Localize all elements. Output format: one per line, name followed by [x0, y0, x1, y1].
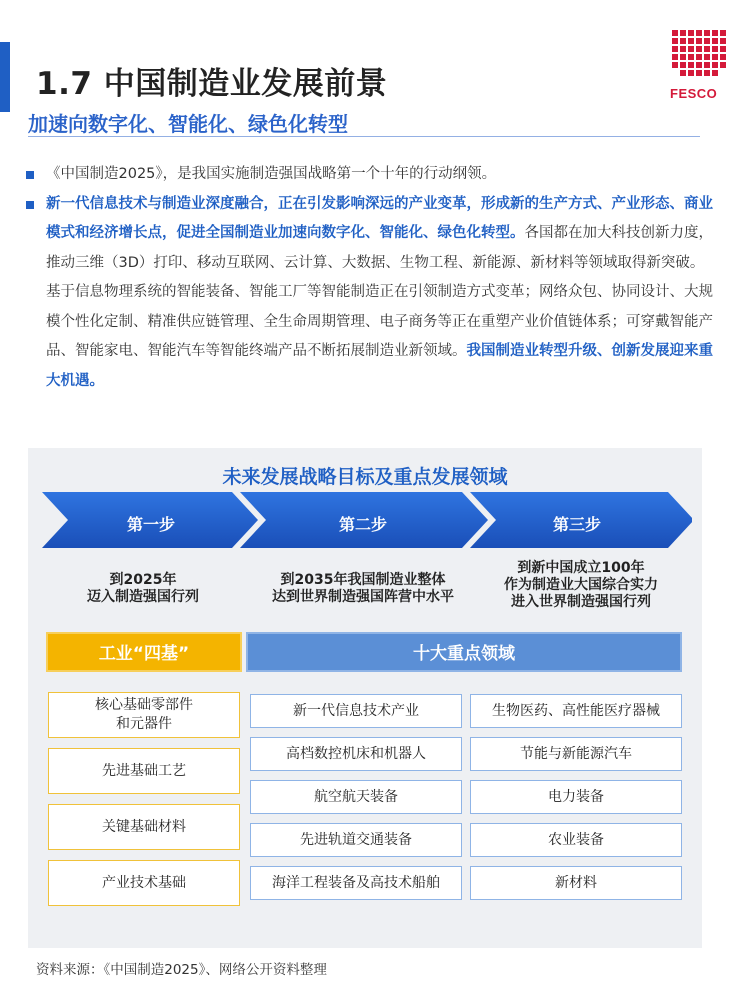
step-3-desc — [476, 560, 686, 611]
page-subtitle: 加速向数字化、智能化、绿色化转型 — [28, 112, 348, 136]
logo-dot — [688, 38, 694, 44]
step-3-desc-line: 到新中国成立100年 — [517, 560, 645, 576]
logo-dot — [696, 62, 702, 68]
logo-dot — [712, 70, 718, 76]
step-1-desc-line: 到2025年 — [109, 572, 177, 588]
logo-dot — [720, 38, 726, 44]
logo-dot — [704, 70, 710, 76]
logo-dot — [680, 38, 686, 44]
logo-dot — [672, 30, 678, 36]
step-2-label: 第二步 — [338, 515, 387, 534]
logo-dot — [672, 38, 678, 44]
bullet-list — [26, 160, 716, 396]
logo-dot — [720, 30, 726, 36]
logo-dot — [720, 54, 726, 60]
logo-dot — [720, 62, 726, 68]
fesco-logo — [672, 30, 728, 80]
logo-dot — [712, 54, 718, 60]
logo-dot — [688, 62, 694, 68]
logo-dot — [720, 46, 726, 52]
bullet-square-icon — [26, 201, 34, 209]
logo-dot — [696, 38, 702, 44]
strategy-panel — [28, 448, 702, 948]
four-bases-item: 核心基础零部件 和元器件 — [48, 692, 240, 738]
ten-fields-item: 节能与新能源汽车 — [470, 737, 682, 771]
ten-fields-item: 航空航天装备 — [250, 780, 462, 814]
step-1-label: 第一步 — [126, 515, 175, 534]
step-1-desc — [48, 572, 238, 606]
step-3-desc-line: 作为制造业大国综合实力 — [504, 577, 658, 593]
ten-fields-item: 高档数控机床和机器人 — [250, 737, 462, 771]
bullet-paragraph — [26, 190, 716, 397]
ten-fields-item: 先进轨道交通装备 — [250, 823, 462, 857]
bullet-square-icon — [26, 171, 34, 179]
logo-dot — [688, 70, 694, 76]
panel-title: 未来发展战略目标及重点发展领域 — [222, 466, 508, 488]
logo-dot — [696, 70, 702, 76]
page-title: 1.7 中国制造业发展前景 — [36, 66, 388, 102]
body-text: 各国都在加大科技创新力度，推动三维（3D）打印、移动互联网、云计算、大数据、生物工程、新能源、新材料等领域取得新突破。基于信息物理系统的智能装备、智能工厂等智能制造正在引领制造方式变革；网络众包、协同设计、大规模个性化定制、精准供应链管理、全生命周期管理、电子商务等正在重塑产业价值链体系；可穿戴智能产品、智能家电、智能汽车等智能终端产品不断拓展制造业新领域。 — [46, 225, 713, 359]
four-bases-item: 产业技术基础 — [48, 860, 240, 906]
step-1-desc-line: 迈入制造强国行列 — [87, 589, 199, 605]
highlight-text: 新一代信息技术与制造业深度融合，正在引发影响深远的产业变革，形成新的生产方式、产业形态、商业模式和经济增长点，促进全国制造业加速向数字化、智能化、绿色化转型。 — [46, 195, 713, 241]
ten-fields-header: 十大重点领域 — [246, 632, 682, 672]
ten-fields-item: 海洋工程装备及高技术船舶 — [250, 866, 462, 900]
logo-dot-grid-icon — [672, 30, 728, 80]
four-bases-item: 先进基础工艺 — [48, 748, 240, 794]
logo-dot — [704, 62, 710, 68]
logo-dot — [688, 54, 694, 60]
logo-dot — [680, 30, 686, 36]
logo-dot — [680, 70, 686, 76]
logo-dot — [704, 38, 710, 44]
logo-dot — [680, 46, 686, 52]
logo-dot — [704, 54, 710, 60]
step-2-desc-line: 达到世界制造强国阵营中水平 — [272, 589, 454, 605]
step-2-desc-line: 到2035年我国制造业整体 — [280, 572, 446, 588]
logo-dot — [672, 62, 678, 68]
logo-dot — [712, 30, 718, 36]
four-bases-header: 工业“四基” — [46, 632, 242, 672]
step-3-desc-line: 进入世界制造强国行列 — [511, 594, 651, 610]
logo-dot — [696, 30, 702, 36]
highlight-text: 我国制造业转型升级、创新发展迎来重大机遇。 — [46, 343, 713, 389]
logo-dot — [696, 46, 702, 52]
logo-dot — [688, 30, 694, 36]
logo-dot — [704, 46, 710, 52]
logo-dot — [696, 54, 702, 60]
ten-fields-item: 电力装备 — [470, 780, 682, 814]
logo-dot — [672, 54, 678, 60]
ten-fields-item: 生物医药、高性能医疗器械 — [470, 694, 682, 728]
logo-dot — [712, 62, 718, 68]
source-note: 资料来源：《中国制造2025》、网络公开资料整理 — [36, 962, 327, 978]
logo-dot — [712, 38, 718, 44]
bullet-paragraph — [26, 160, 716, 190]
logo-dot — [712, 46, 718, 52]
logo-dot — [688, 46, 694, 52]
title-accent-bar — [0, 42, 10, 112]
ten-fields-item: 农业装备 — [470, 823, 682, 857]
ten-fields-item: 新材料 — [470, 866, 682, 900]
body-text: 《中国制造2025》，是我国实施制造强国战略第一个十年的行动纲领。 — [46, 166, 497, 182]
logo-dot — [680, 62, 686, 68]
step-2-desc — [228, 572, 498, 606]
logo-dot — [704, 30, 710, 36]
ten-fields-item: 新一代信息技术产业 — [250, 694, 462, 728]
four-bases-item: 关键基础材料 — [48, 804, 240, 850]
step-3-label: 第三步 — [552, 515, 601, 534]
logo-dot — [672, 46, 678, 52]
logo-text: FESCO — [670, 86, 718, 101]
title-divider — [28, 136, 700, 137]
logo-dot — [680, 54, 686, 60]
